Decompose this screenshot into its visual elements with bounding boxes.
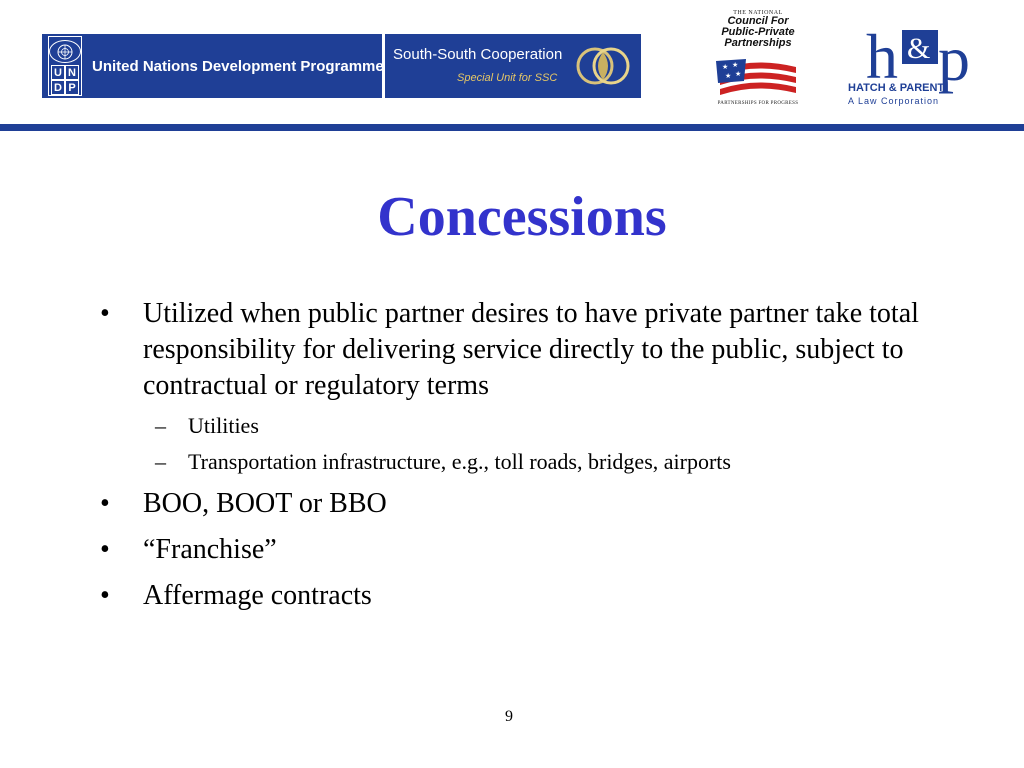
- bullet-list: [100, 296, 940, 614]
- bullet-mark: •: [100, 580, 110, 611]
- bullet-item: [100, 578, 940, 614]
- sub-bullet-mark: –: [155, 449, 166, 474]
- svg-text:★: ★: [732, 61, 739, 69]
- council-name-line: Council For: [727, 15, 789, 27]
- bullet-text: BOO, BOOT or BBO: [143, 488, 387, 519]
- svg-text:★: ★: [735, 70, 742, 78]
- undp-banner: [42, 34, 382, 98]
- bullet-item: [100, 532, 940, 568]
- undp-letter: N: [65, 65, 79, 80]
- svg-text:★: ★: [725, 72, 732, 80]
- hatch-parent-logo: [848, 22, 988, 108]
- ssc-banner: [385, 34, 641, 98]
- bullet-mark: •: [100, 534, 110, 565]
- ssc-rings-icon: [573, 42, 633, 90]
- sub-bullet-text: Transportation infrastructure, e.g., toll roads, bridges, airports: [188, 449, 731, 474]
- hp-firm-name: HATCH & PARENT: [848, 82, 945, 94]
- undp-letter: U: [51, 65, 65, 80]
- bullet-item: [100, 486, 940, 522]
- council-top-label: THE NATIONAL: [733, 10, 783, 16]
- sub-bullet-mark: –: [155, 413, 166, 438]
- undp-name: United Nations Development Programme: [92, 57, 384, 75]
- un-emblem-icon: [49, 40, 81, 63]
- page-number: 9: [505, 708, 513, 725]
- bullet-mark: •: [100, 488, 110, 519]
- undp-letter: D: [51, 80, 65, 95]
- bullet-mark: •: [100, 298, 110, 329]
- svg-text:★: ★: [722, 63, 729, 71]
- flag-icon: [716, 51, 800, 101]
- council-name-line: Partnerships: [724, 37, 792, 49]
- undp-letter: P: [65, 80, 79, 95]
- sub-bullet-text: Utilities: [188, 413, 259, 438]
- council-bottom-label: PARTNERSHIPS FOR PROGRESS: [717, 101, 799, 106]
- bullet-text: Affermage contracts: [143, 580, 372, 611]
- undp-logo: [48, 36, 82, 96]
- hp-subtitle: A Law Corporation: [848, 96, 940, 106]
- svg-text:p: p: [938, 23, 970, 94]
- slide-title: Concessions: [377, 186, 667, 248]
- ssc-subtitle: Special Unit for SSC: [457, 72, 558, 84]
- bullet-item: [100, 296, 940, 404]
- council-ppp-logo: [712, 10, 804, 122]
- header-divider: [0, 124, 1024, 131]
- bullet-text: “Franchise”: [143, 534, 277, 565]
- bullet-text: Utilized when public partner desires to have private partner take total responsibility for delivering service directly to the public, subject to contractual or regulatory terms: [143, 298, 919, 401]
- svg-text:&: &: [907, 32, 931, 65]
- ssc-name: South-South Cooperation: [393, 46, 563, 63]
- sub-bullet-item: [100, 448, 940, 476]
- council-name-line: Public-Private: [721, 26, 795, 38]
- sub-bullet-item: [100, 412, 940, 440]
- svg-text:h: h: [866, 22, 898, 92]
